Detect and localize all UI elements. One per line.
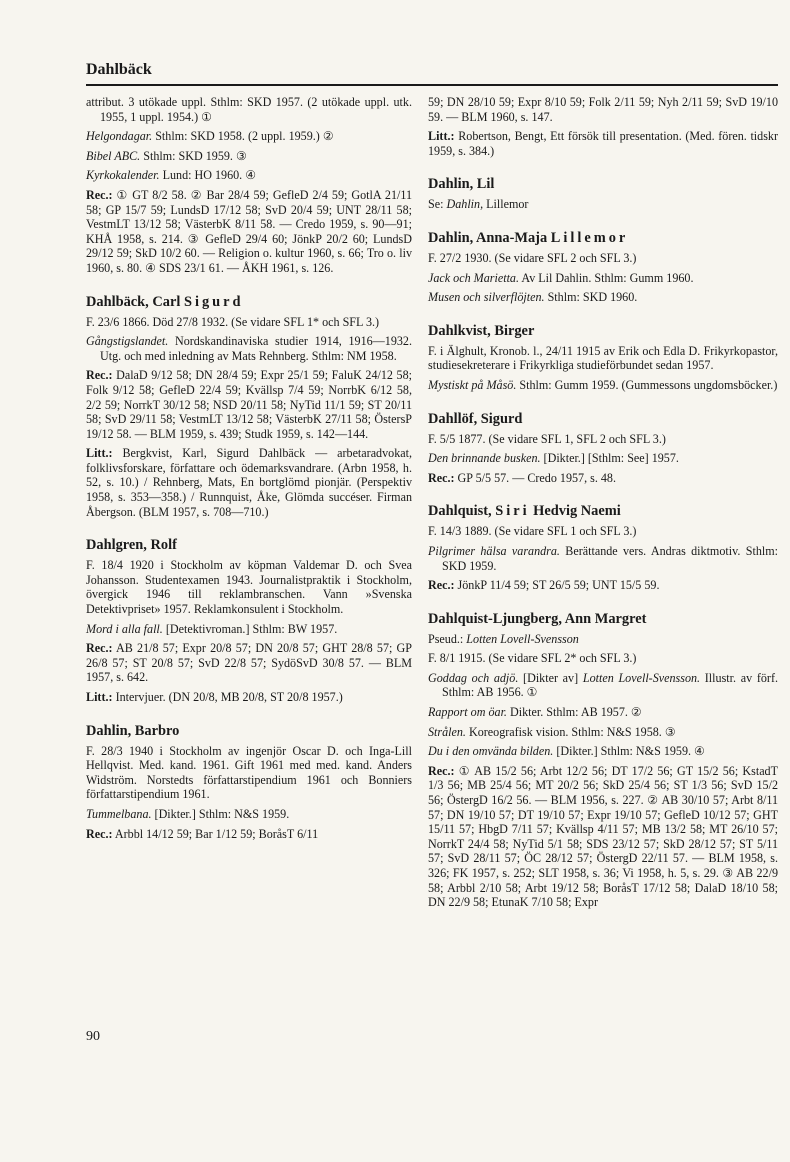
entry-title: Dahlin, Anna-Maja Lillemor bbox=[428, 229, 629, 246]
work-line: Musen och silverflöjten. Sthlm: SKD 1960. bbox=[428, 290, 638, 305]
reviews: 59; DN 28/10 59; Expr 8/10 59; Folk 2/11 59; Nyh 2/11 59; SvD 19/10 59. — BLM 1960, s. 147. bbox=[428, 95, 778, 124]
rec-label: Rec.: bbox=[428, 578, 455, 593]
literature: Litt.: Bergkvist, Karl, Sigurd Dahlbäck — arbetaradvokat, folklivsforskare, författare och ödemarksvandrare. (Arbn 1958, h. 52, s. 10.) / Rehnberg, Mats, En bortglömd pionjär. (Perspektiv 1958, s. 353—358.) / Runnquist, Åke, Glömda succéser. Firman Åbergson. (BLM 1957, s. 708—710.) bbox=[86, 446, 412, 519]
reviews: Rec.: ① AB 15/2 56; Arbt 12/2 56; DT 17/2 56; GT 15/2 56; KstadT 1/3 56; MB 25/4 56; MT 20/2 56; SkD 25/4 56; ST 1/3 56; SvD 15/2 56; ÖstergD 16/2 56. — BLM 1956, s. 227. ② AB 30/10 57; Arbt 8/11 57; DN 19/10 57; DT 19/10 57; Expr 19/10 57; GefleD 10/12 57; GHT 15/11 57; HbgD 7/11 57; Kvällsp 4/11 57; MB 13/2 58; MT 26/10 57; NorrkT 24/4 58; NyTid 5/1 58; SDS 23/12 57; SkD 28/12 57; ST 5/11 57; SvD 28/11 57; ÖC 28/12 57; ÖstergD 22/11 57. — BLM 1958, s. 326; FK 1957, s. 252; SLT 1958, s. 36; Vi 1958, h. 5, s. 29. ③ AB 22/9 58; Arbbl 2/10 58; Arbt 19/12 58; BoråsT 17/12 58; DalaD 18/10 58; DN 22/9 58; EtunaK 7/10 58; Expr bbox=[428, 763, 778, 910]
rec-label: Rec.: bbox=[86, 641, 113, 656]
work-line: attribut. 3 utökade uppl. Sthlm: SKD 1957. (2 utökade uppl. utk. 1955, 1 uppl. 1954.) ① bbox=[86, 95, 412, 124]
work-title: Musen och silverflöjten. bbox=[428, 290, 545, 305]
reviews: Rec.: GP 5/5 57. — Credo 1957, s. 48. bbox=[428, 470, 617, 485]
reviews: Rec.: JönkP 11/4 59; ST 26/5 59; UNT 15/5 59. bbox=[428, 578, 660, 593]
entry-barbro-continuation bbox=[428, 95, 778, 158]
work-line: Jack och Marietta. Av Lil Dahlin. Sthlm: Gumm 1960. bbox=[428, 270, 694, 285]
work-title: Goddag och adjö. bbox=[428, 670, 519, 685]
work-title: Gångstigslandet. bbox=[86, 334, 169, 349]
work-line: Mystiskt på Måsö. Sthlm: Gumm 1959. (Gummessons ungdomsböcker.) bbox=[428, 377, 778, 392]
see-reference: Se: Dahlin, Lillemor bbox=[428, 197, 529, 212]
entry-title: Dahlquist-Ljungberg, Ann Margret bbox=[428, 610, 647, 627]
entry-dahlback-continuation bbox=[86, 95, 412, 276]
work-title: Helgondagar. bbox=[86, 129, 153, 144]
work-line: Helgondagar. Sthlm: SKD 1958. (2 uppl. 1959.) ② bbox=[86, 129, 334, 144]
work-title: Kyrkokalender. bbox=[86, 168, 160, 183]
entry-title: Dahlin, Barbro bbox=[86, 722, 180, 739]
entry-dahlin-lil bbox=[428, 176, 778, 212]
right-column bbox=[428, 95, 778, 928]
work-title: Bibel ABC. bbox=[86, 148, 141, 163]
litt-label: Litt.: bbox=[86, 690, 113, 704]
entry-dahlin-barbro bbox=[86, 723, 412, 842]
work-title: Mystiskt på Måsö. bbox=[428, 377, 517, 392]
work-line: Goddag och adjö. [Dikter av] Lotten Lovell-Svensson. Illustr. av förf. Sthlm: AB 1956. ① bbox=[428, 670, 778, 700]
work-title: Tummelbana. bbox=[86, 806, 152, 821]
entry-title: Dahllöf, Sigurd bbox=[428, 410, 523, 427]
work-title: Den brinnande busken. bbox=[428, 451, 541, 466]
bio: F. 23/6 1866. Död 27/8 1932. (Se vidare SFL 1* och SFL 3.) bbox=[86, 314, 380, 329]
work-line: Tummelbana. [Dikter.] Sthlm: N&S 1959. bbox=[86, 806, 290, 821]
entry-dahlgren-rolf bbox=[86, 537, 412, 704]
work-line: Strålen. Koreografisk vision. Sthlm: N&S 1958. ③ bbox=[428, 724, 676, 739]
work-line: Rapport om öar. Dikter. Sthlm: AB 1957. ② bbox=[428, 705, 642, 720]
pseudonym: Pseud.: Lotten Lovell-Svensson bbox=[428, 631, 579, 646]
entry-dahlkvist-birger bbox=[428, 323, 778, 393]
entry-dahlquist-siri bbox=[428, 503, 778, 592]
litt-label: Litt.: bbox=[86, 446, 113, 461]
work-line: Mord i alla fall. [Detektivroman.] Sthlm: BW 1957. bbox=[86, 621, 338, 636]
work-line: Kyrkokalender. Lund: HO 1960. ④ bbox=[86, 168, 257, 183]
work-title: Rapport om öar. bbox=[428, 705, 507, 720]
entry-title: Dahlin, Lil bbox=[428, 176, 495, 193]
rec-label: Rec.: bbox=[428, 763, 455, 778]
work-title: Jack och Marietta. bbox=[428, 270, 520, 285]
bio: F. 8/1 1915. (Se vidare SFL 2* och SFL 3.) bbox=[428, 651, 637, 666]
reviews: Rec.: DalaD 9/12 58; DN 28/4 59; Expr 25/1 59; FaluK 24/12 58; Folk 9/12 58; GefleD 22/4 59; Kvällsp 7/4 59; NorrbK 6/12 58, 2/2 59; NorrkT 30/12 58; NSD 20/11 58; NyTid 11/1 59; ST 20/11 58; SvD 29/11 58; VestmLT 13/12 58; VästerbK 27/11 58; ÖstersP 19/12 58. — BLM 1959, s. 439; Studk 1959, s. 142—144. bbox=[86, 368, 412, 441]
page-number: 90 bbox=[86, 1029, 100, 1044]
bio: F. 14/3 1889. (Se vidare SFL 1 och SFL 3.) bbox=[428, 524, 637, 539]
entry-title: Dahlquist, Siri Hedvig Naemi bbox=[428, 503, 621, 520]
rec-label: Rec.: bbox=[86, 187, 113, 202]
running-head: Dahlbäck bbox=[86, 61, 152, 78]
entry-dahlback-sigurd bbox=[86, 294, 412, 520]
work-title: Pilgrimer hälsa varandra. bbox=[428, 543, 560, 558]
reviews: Rec.: Arbbl 14/12 59; Bar 1/12 59; BoråsT 6/11 bbox=[86, 826, 319, 841]
litt-label: Litt.: bbox=[428, 129, 455, 144]
work-title: Strålen. bbox=[428, 724, 466, 739]
left-column bbox=[86, 95, 412, 859]
reviews: Rec.: ① GT 8/2 58. ② Bar 28/4 59; GefleD 2/4 59; GotlA 21/11 58; GP 15/7 59; LundsD 17/12 58; SvD 20/4 59; UNT 28/11 58; VestmLT 13/12 58; VästerbK 8/11 58. — Credo 1959, s. 90—91; KHÅ 1958, s. 214. ③ GefleD 29/4 60; JönkP 20/2 60; LundsD 29/12 59; SkD 10/2 60. — Religion o. kultur 1960, s. 66; Tro o. liv 1960, s. 80. ④ SDS 23/1 61. — ÅKH 1961, s. 126. bbox=[86, 187, 412, 275]
bio: F. 27/2 1930. (Se vidare SFL 2 och SFL 3.) bbox=[428, 250, 637, 265]
work-line: Den brinnande busken. [Dikter.] [Sthlm: See] 1957. bbox=[428, 451, 679, 466]
entry-dahlquist-ljungberg bbox=[428, 611, 778, 910]
literature: Litt.: Intervjuer. (DN 20/8, MB 20/8, ST 20/8 1957.) bbox=[86, 690, 343, 704]
bio: F. i Älghult, Kronob. l., 24/11 1915 av Erik och Edla D. Frikyrkopastor, studiesekreterare i Frikyrkliga studieförbundet sedan 1957. bbox=[428, 343, 778, 373]
work-line: Du i den omvända bilden. [Dikter.] Sthlm: N&S 1959. ④ bbox=[428, 744, 705, 759]
bio: F. 18/4 1920 i Stockholm av köpman Valdemar D. och Svea Johansson. Studentexamen 1943. Journalistpraktik i Stockholm, övergick 1946 till reklambranschen. Vann »Svenska Detektivpriset» 1957. Reklamkonsulent i Stockholm. bbox=[86, 558, 412, 617]
entry-title: Dahlgren, Rolf bbox=[86, 537, 177, 554]
entry-title: Dahlbäck, Carl Sigurd bbox=[86, 293, 244, 310]
work-line: Gångstigslandet. Nordskandinaviska studier 1914, 1916—1932. Utg. och med inledning av Mats Rehnberg. Sthlm: NM 1958. bbox=[86, 334, 412, 363]
rec-label: Rec.: bbox=[428, 470, 455, 485]
rec-label: Rec.: bbox=[86, 368, 113, 383]
header-rule bbox=[86, 84, 778, 86]
literature: Litt.: Robertson, Bengt, Ett försök till presentation. (Med. fören. tidskr 1959, s. 384.) bbox=[428, 129, 778, 158]
entry-title: Dahlkvist, Birger bbox=[428, 322, 535, 339]
work-title: Mord i alla fall. bbox=[86, 621, 163, 636]
work-title: Du i den omvända bilden. bbox=[428, 744, 554, 759]
entry-dahllof-sigurd bbox=[428, 411, 778, 486]
work-line: Pilgrimer hälsa varandra. Berättande vers. Andras diktmotiv. Sthlm: SKD 1959. bbox=[428, 543, 778, 573]
bio: F. 5/5 1877. (Se vidare SFL 1, SFL 2 och SFL 3.) bbox=[428, 431, 666, 446]
work-line: Bibel ABC. Sthlm: SKD 1959. ③ bbox=[86, 148, 247, 163]
reviews: Rec.: AB 21/8 57; Expr 20/8 57; DN 20/8 57; GHT 28/8 57; GP 26/8 57; ST 20/8 57; SvD 22/8 57; SydöSvD 30/8 57. — BLM 1957, s. 642. bbox=[86, 641, 412, 685]
rec-label: Rec.: bbox=[86, 826, 113, 841]
bio: F. 28/3 1940 i Stockholm av ingenjör Oscar D. och Inga-Lill Hellqvist. Med. kand. 1961. Gift 1961 med med. kand. Anders Widström. Norstedts författarstipendium 1961 och Bonniers författarstipendium 1961. bbox=[86, 743, 412, 802]
entry-dahlin-anna-maja bbox=[428, 230, 778, 305]
